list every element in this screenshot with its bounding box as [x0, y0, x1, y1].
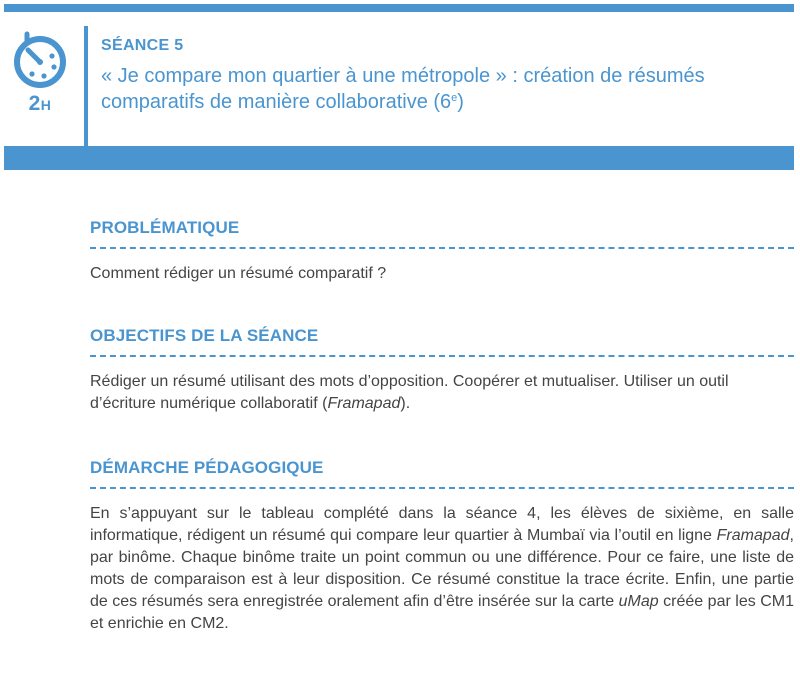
demarche-text-italic-2: uMap	[618, 593, 659, 610]
header-band	[4, 146, 794, 170]
section-heading-demarche: DÉMARCHE PÉDAGOGIQUE	[90, 458, 794, 489]
section-heading-objectifs: OBJECTIFS DE LA SÉANCE	[90, 326, 794, 357]
section-text-demarche	[90, 489, 794, 635]
session-title	[101, 63, 791, 115]
objectifs-text-1: Rédiger un résumé utilisant des mots d’opposition. Coopérer et mutualiser. Utiliser un outil d’écriture numérique collaboratif (	[90, 373, 729, 412]
objectifs-text-italic: Framapad	[327, 395, 401, 412]
section-heading-problematique: PROBLÉMATIQUE	[90, 218, 794, 249]
top-rule	[4, 4, 794, 12]
section-problematique	[90, 218, 794, 285]
duration-unit: H	[40, 97, 52, 113]
clock-icon	[10, 31, 70, 91]
section-text-problematique: Comment rédiger un résumé comparatif ?	[90, 265, 387, 282]
session-header	[0, 12, 800, 146]
demarche-text-2: , par binôme. Chaque binôme traite un point commun ou une différence. Pour ce faire, une liste de mots de comparaison est à leur disposition. Ce résumé constitue la trace écrite. Enfin, une partie de ces résumés sera enregistrée oralement afin d’être insérée sur la carte	[90, 527, 794, 610]
session-label: SÉANCE 5	[101, 37, 184, 54]
demarche-text-1: En s’appuyant sur le tableau complété dans la séance 4, les élèves de sixième, en salle informatique, rédigent un résumé qui compare leur quartier à Mumbaï via l’outil en ligne	[90, 505, 794, 544]
section-demarche	[90, 458, 794, 635]
session-duration	[0, 92, 80, 116]
header-divider	[84, 26, 88, 146]
session-title-end: )	[457, 91, 464, 113]
session-title-superscript: e	[451, 92, 458, 104]
duration-value: 2	[28, 92, 41, 115]
section-objectifs	[90, 326, 794, 415]
session-title-main: « Je compare mon quartier à une métropole » : création de résumés comparatifs de manière collaborative (6	[101, 65, 705, 113]
demarche-text-italic-1: Framapad	[716, 527, 790, 544]
demarche-text-3: créée par les CM1 et enrichie en CM2.	[90, 593, 794, 632]
objectifs-text-2: ).	[400, 395, 411, 412]
section-text-objectifs	[90, 357, 794, 415]
